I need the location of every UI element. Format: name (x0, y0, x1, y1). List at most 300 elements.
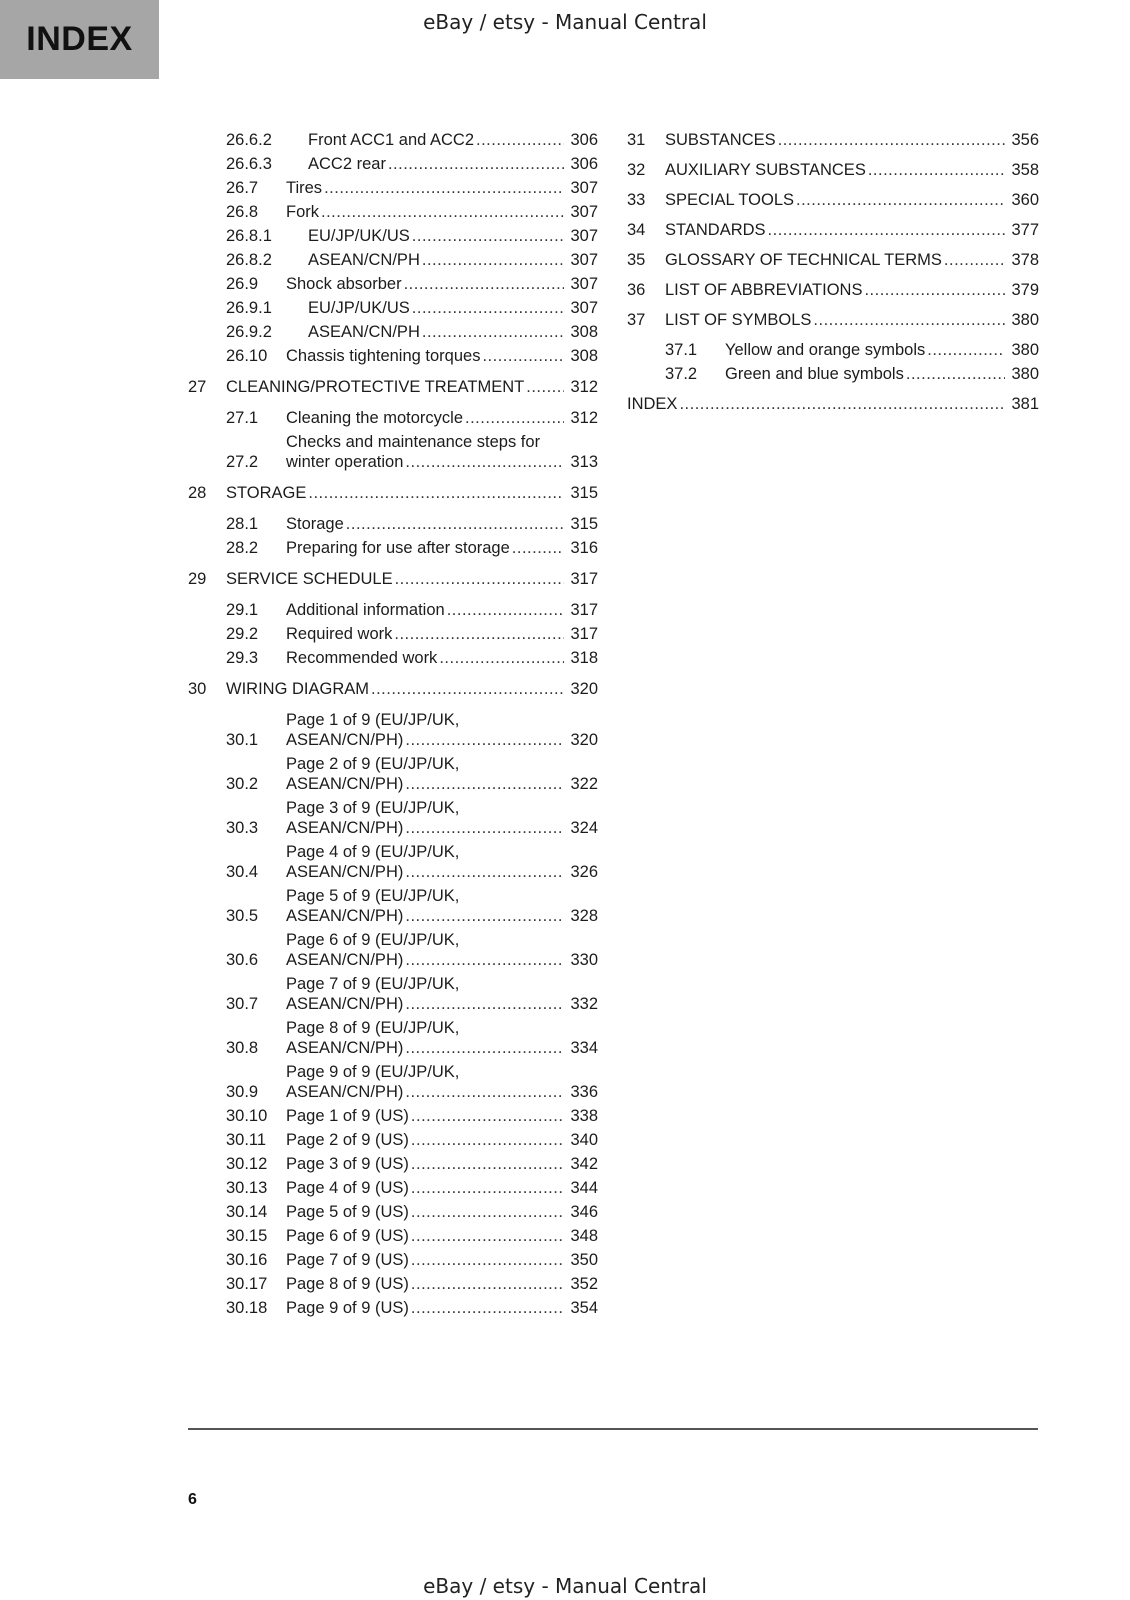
toc-entry-number: 30.12 (226, 1155, 268, 1173)
toc-entry-title (226, 377, 598, 397)
toc-entry[interactable] (627, 394, 1039, 414)
toc-entry-number: 26.6.3 (226, 155, 272, 173)
toc-entry-title (286, 1154, 598, 1174)
toc-entry-number: 29.3 (226, 649, 259, 667)
leader-dots (864, 280, 1005, 300)
toc-entry-number: 27.2 (226, 453, 259, 471)
toc-entry-title (286, 1250, 598, 1270)
toc-entry-title-lastline (286, 1038, 598, 1058)
toc-entry-title-text: Page 7 of 9 (US) (286, 1251, 409, 1269)
leader-dots (405, 818, 564, 838)
toc-entry-page: 378 (1011, 251, 1039, 269)
toc-entry-title (286, 178, 598, 198)
toc-entry-number: 27.1 (226, 409, 259, 427)
toc-entry[interactable] (188, 154, 598, 174)
toc-entry-number: 30.2 (226, 775, 259, 793)
toc-entry-number: 26.9.2 (226, 323, 272, 341)
toc-entry-title-text: ASEAN/CN/PH) (286, 775, 404, 793)
toc-entry-page: 356 (1011, 131, 1039, 149)
toc-entry-title (665, 310, 1039, 330)
toc-entry-title-text: Page 3 of 9 (US) (286, 1155, 409, 1173)
toc-entry[interactable] (627, 130, 1039, 150)
toc-entry-number: 26.8.2 (226, 251, 272, 269)
toc-entry-number: 30.4 (226, 863, 259, 881)
toc-entry-number: 34 (627, 221, 646, 239)
toc-entry-number: 26.8.1 (226, 227, 272, 245)
toc-entry-page: 316 (570, 539, 598, 557)
toc-entry-number: 30.13 (226, 1179, 268, 1197)
toc-entry-page: 338 (570, 1107, 598, 1125)
toc-entry-number: 26.8 (226, 203, 259, 221)
toc-right-column (627, 130, 1039, 418)
toc-entry-page: 326 (570, 863, 598, 881)
toc-entry-title (286, 624, 598, 644)
toc-entry-page: 377 (1011, 221, 1039, 239)
toc-entry-number: 37.2 (665, 365, 698, 383)
leader-dots (476, 130, 564, 150)
toc-entry-number: 30.15 (226, 1227, 268, 1245)
toc-entry-title-lastline (286, 1154, 598, 1174)
leader-dots (411, 1106, 564, 1126)
toc-entry-title (286, 1106, 598, 1126)
toc-entry-page: 313 (570, 453, 598, 471)
leader-dots (422, 322, 564, 342)
toc-entry-title-lastline (308, 226, 598, 246)
toc-entry-title-lastline (286, 1250, 598, 1270)
toc-entry[interactable] (188, 322, 598, 342)
index-tab[interactable]: INDEX (0, 0, 159, 79)
leader-dots (679, 394, 1005, 414)
toc-entry-title-text: ASEAN/CN/PH) (286, 731, 404, 749)
toc-entry-number: 26.7 (226, 179, 259, 197)
leader-dots (405, 1038, 564, 1058)
toc-entry-page: 320 (570, 680, 598, 698)
toc-entry-title-lastline (286, 274, 598, 294)
toc-entry[interactable] (627, 220, 1039, 240)
toc-entry[interactable] (188, 930, 598, 970)
toc-entry[interactable] (188, 842, 598, 882)
toc-entry-title-text: Fork (286, 203, 319, 221)
toc-entry[interactable] (188, 408, 598, 428)
toc-entry[interactable] (188, 1202, 598, 1222)
toc-entry-title-text: INDEX (627, 395, 678, 413)
toc-entry-page: 306 (570, 155, 598, 173)
toc-entry-title-text: LIST OF ABBREVIATIONS (665, 281, 863, 299)
leader-dots (308, 483, 564, 503)
toc-entry-title-lastline (665, 250, 1039, 270)
toc-entry-title-line: Page 7 of 9 (EU/JP/UK, (286, 975, 460, 993)
leader-dots (512, 538, 564, 558)
toc-entry[interactable] (188, 624, 598, 644)
toc-entry-title-lastline (627, 394, 1039, 414)
toc-entry-title (286, 886, 598, 926)
toc-entry-title-lastline (286, 1178, 598, 1198)
toc-entry-page: 324 (570, 819, 598, 837)
toc-entry-page: 315 (570, 515, 598, 533)
leader-dots (405, 1082, 564, 1102)
leader-dots (796, 190, 1005, 210)
toc-entry-title (286, 1274, 598, 1294)
toc-entry[interactable] (627, 250, 1039, 270)
footer-divider (188, 1428, 1038, 1430)
leader-dots (405, 994, 564, 1014)
toc-entry-title-lastline (286, 1130, 598, 1150)
toc-entry-title-lastline (286, 202, 598, 222)
toc-entry-title-text: ACC2 rear (308, 155, 386, 173)
footer-watermark: eBay / etsy - Manual Central (423, 1574, 707, 1598)
toc-entry-title (627, 394, 1039, 414)
toc-entry-page: 320 (570, 731, 598, 749)
toc-entry-title (665, 220, 1039, 240)
toc-entry[interactable] (188, 1106, 598, 1126)
toc-entry-title (308, 298, 598, 318)
toc-entry-title (286, 1062, 598, 1102)
leader-dots (411, 1202, 564, 1222)
toc-entry[interactable] (188, 1178, 598, 1198)
toc-entry-title (286, 538, 598, 558)
toc-entry-title-lastline (286, 862, 598, 882)
leader-dots (411, 1250, 564, 1270)
toc-left-column (188, 130, 598, 1322)
leader-dots (412, 226, 564, 246)
toc-entry[interactable] (188, 298, 598, 318)
toc-entry-page: 358 (1011, 161, 1039, 179)
toc-entry[interactable] (188, 886, 598, 926)
toc-entry-title-lastline (286, 774, 598, 794)
toc-entry[interactable] (188, 538, 598, 558)
toc-entry-title-lastline (286, 1106, 598, 1126)
leader-dots (395, 569, 564, 589)
toc-entry-title-lastline (725, 364, 1039, 384)
toc-entry-number: 31 (627, 131, 646, 149)
toc-entry-number: 30.8 (226, 1039, 259, 1057)
toc-entry-number: 30.1 (226, 731, 259, 749)
toc-entry-page: 306 (570, 131, 598, 149)
toc-entry-title-text: STORAGE (226, 484, 307, 502)
toc-entry[interactable] (188, 754, 598, 794)
toc-entry-title (665, 160, 1039, 180)
toc-entry-title (286, 648, 598, 668)
toc-entry-title-lastline (286, 1298, 598, 1318)
leader-dots (411, 1274, 564, 1294)
toc-entry-number: 30.17 (226, 1275, 268, 1293)
toc-entry-title-text: EU/JP/UK/US (308, 227, 410, 245)
toc-entry-number: 29 (188, 570, 207, 588)
toc-entry-title-lastline (286, 906, 598, 926)
toc-entry-title (665, 190, 1039, 210)
toc-entry[interactable] (188, 1250, 598, 1270)
toc-entry[interactable] (627, 364, 1039, 384)
toc-entry-page: 317 (570, 625, 598, 643)
toc-entry[interactable] (188, 1274, 598, 1294)
toc-entry-number: 32 (627, 161, 646, 179)
leader-dots (405, 906, 564, 926)
toc-entry-title-text: ASEAN/CN/PH) (286, 1083, 404, 1101)
toc-entry-number: 27 (188, 378, 207, 396)
toc-entry-page: 307 (570, 299, 598, 317)
toc-entry[interactable] (188, 202, 598, 222)
toc-entry[interactable] (188, 432, 598, 472)
toc-entry-title-text: ASEAN/CN/PH) (286, 863, 404, 881)
toc-entry-title-lastline (286, 538, 598, 558)
toc-entry[interactable] (188, 1226, 598, 1246)
toc-entry[interactable] (627, 160, 1039, 180)
toc-entry-title-text: ASEAN/CN/PH) (286, 819, 404, 837)
leader-dots (394, 624, 564, 644)
toc-entry-title-text: Front ACC1 and ACC2 (308, 131, 474, 149)
toc-entry-title-lastline (308, 322, 598, 342)
toc-entry-title-lastline (308, 154, 598, 174)
toc-entry-number: 37.1 (665, 341, 698, 359)
toc-entry-title (286, 1130, 598, 1150)
leader-dots (411, 1226, 564, 1246)
toc-entry-title-text: Page 9 of 9 (US) (286, 1299, 409, 1317)
header-watermark: eBay / etsy - Manual Central (423, 10, 707, 34)
toc-entry[interactable] (188, 1062, 598, 1102)
toc-entry-number: 26.10 (226, 347, 268, 365)
leader-dots (411, 1178, 564, 1198)
toc-entry-title (226, 569, 598, 589)
toc-entry-title-lastline (286, 452, 598, 472)
toc-entry-number: 30.14 (226, 1203, 268, 1221)
toc-entry-title-text: WIRING DIAGRAM (226, 680, 369, 698)
toc-entry-title-text: Page 4 of 9 (US) (286, 1179, 409, 1197)
toc-entry-number: 29.2 (226, 625, 259, 643)
toc-entry-number: 30.11 (226, 1131, 267, 1149)
toc-entry-title-line: Page 8 of 9 (EU/JP/UK, (286, 1019, 460, 1037)
toc-entry-title (286, 710, 598, 750)
toc-entry-number: 26.6.2 (226, 131, 272, 149)
toc-entry[interactable] (188, 250, 598, 270)
toc-entry-title-text: Yellow and orange symbols (725, 341, 926, 359)
toc-entry-number: 33 (627, 191, 646, 209)
toc-entry[interactable] (188, 679, 598, 699)
leader-dots (388, 154, 564, 174)
toc-entry-title-text: CLEANING/PROTECTIVE TREATMENT (226, 378, 525, 396)
toc-entry-title-line: Page 5 of 9 (EU/JP/UK, (286, 887, 460, 905)
toc-entry-title-text: ASEAN/CN/PH) (286, 951, 404, 969)
toc-entry-title (308, 130, 598, 150)
toc-entry-title (286, 202, 598, 222)
toc-entry-title-lastline (286, 994, 598, 1014)
toc-entry-page: 317 (570, 570, 598, 588)
toc-entry-title (286, 432, 598, 472)
toc-entry-title-text: Page 6 of 9 (US) (286, 1227, 409, 1245)
leader-dots (405, 452, 564, 472)
toc-entry-page: 330 (570, 951, 598, 969)
toc-entry-title-lastline (286, 648, 598, 668)
leader-dots (868, 160, 1005, 180)
toc-entry-title-line: Page 3 of 9 (EU/JP/UK, (286, 799, 460, 817)
toc-entry-title-lastline (665, 130, 1039, 150)
leader-dots (405, 862, 564, 882)
toc-entry-page: 381 (1011, 395, 1039, 413)
toc-entry[interactable] (627, 310, 1039, 330)
toc-entry-title-lastline (286, 1202, 598, 1222)
toc-entry-number: 28.2 (226, 539, 259, 557)
toc-entry[interactable] (188, 600, 598, 620)
toc-entry-title-text: Green and blue symbols (725, 365, 904, 383)
toc-entry-title-text: EU/JP/UK/US (308, 299, 410, 317)
toc-entry-title-line: Page 4 of 9 (EU/JP/UK, (286, 843, 460, 861)
toc-entry-title-lastline (286, 624, 598, 644)
toc-entry-title (665, 280, 1039, 300)
leader-dots (411, 1154, 564, 1174)
leader-dots (321, 202, 564, 222)
toc-entry-title (286, 1226, 598, 1246)
toc-entry-title (286, 842, 598, 882)
toc-entry-page: 380 (1011, 341, 1039, 359)
toc-entry[interactable] (627, 340, 1039, 360)
toc-entry-title (308, 322, 598, 342)
toc-entry-title (286, 798, 598, 838)
toc-entry-title-lastline (665, 280, 1039, 300)
toc-entry-title (286, 274, 598, 294)
toc-entry-title-lastline (286, 950, 598, 970)
toc-entry-title-text: Chassis tightening torques (286, 347, 481, 365)
toc-entry-title-lastline (308, 130, 598, 150)
toc-entry-page: 379 (1011, 281, 1039, 299)
toc-entry-title-text: Shock absorber (286, 275, 402, 293)
toc-entry-number: 30.18 (226, 1299, 268, 1317)
toc-entry-title-lastline (226, 679, 598, 699)
toc-entry-page: 328 (570, 907, 598, 925)
leader-dots (405, 730, 564, 750)
toc-entry[interactable] (188, 1154, 598, 1174)
leader-dots (482, 346, 564, 366)
toc-entry-title (286, 600, 598, 620)
leader-dots (465, 408, 564, 428)
toc-entry-title (226, 483, 598, 503)
leader-dots (405, 950, 564, 970)
toc-entry-title-text: winter operation (286, 453, 404, 471)
leader-dots (906, 364, 1005, 384)
toc-entry-title (286, 408, 598, 428)
toc-entry-title (665, 130, 1039, 150)
toc-entry-title-lastline (286, 1082, 598, 1102)
toc-entry-number: 30.9 (226, 1083, 259, 1101)
leader-dots (371, 679, 564, 699)
toc-entry[interactable] (188, 974, 598, 1014)
toc-entry-page: 307 (570, 179, 598, 197)
toc-entry-number: 37 (627, 311, 646, 329)
toc-entry-title-line: Checks and maintenance steps for (286, 433, 541, 451)
toc-entry[interactable] (627, 190, 1039, 210)
toc-entry-title-text: SUBSTANCES (665, 131, 776, 149)
toc-entry-page: 308 (570, 323, 598, 341)
toc-entry-title-text: Page 8 of 9 (US) (286, 1275, 409, 1293)
toc-entry[interactable] (188, 1130, 598, 1150)
toc-entry-page: 340 (570, 1131, 598, 1149)
toc-entry-title (308, 154, 598, 174)
toc-entry-title-text: Required work (286, 625, 393, 643)
toc-entry-title-lastline (665, 190, 1039, 210)
toc-entry-title-text: SERVICE SCHEDULE (226, 570, 393, 588)
toc-entry-title-lastline (286, 730, 598, 750)
toc-entry-title (286, 1298, 598, 1318)
toc-entry-number: 36 (627, 281, 646, 299)
toc-entry[interactable] (188, 710, 598, 750)
toc-entry-title-text: ASEAN/CN/PH (308, 251, 420, 269)
toc-entry-number: 30.16 (226, 1251, 268, 1269)
toc-entry-title (286, 1018, 598, 1058)
toc-entry-page: 354 (570, 1299, 598, 1317)
leader-dots (813, 310, 1005, 330)
toc-entry-page: 312 (570, 378, 598, 396)
toc-entry-title (286, 1178, 598, 1198)
toc-entry-page: 350 (570, 1251, 598, 1269)
leader-dots (944, 250, 1005, 270)
toc-entry-page: 312 (570, 409, 598, 427)
leader-dots (405, 774, 564, 794)
toc-entry-page: 352 (570, 1275, 598, 1293)
toc-entry-title-text: Tires (286, 179, 323, 197)
toc-entry[interactable] (188, 274, 598, 294)
toc-entry-title (286, 1202, 598, 1222)
toc-entry[interactable] (188, 648, 598, 668)
toc-entry-title-lastline (308, 250, 598, 270)
toc-entry-number: 29.1 (226, 601, 259, 619)
toc-entry-page: 346 (570, 1203, 598, 1221)
toc-entry-page: 315 (570, 484, 598, 502)
leader-dots (411, 1298, 564, 1318)
toc-entry-number: 30.7 (226, 995, 259, 1013)
toc-entry-page: 344 (570, 1179, 598, 1197)
toc-entry-title-text: Cleaning the motorcycle (286, 409, 464, 427)
page-number: 6 (188, 1491, 197, 1508)
toc-entry-number: 30.5 (226, 907, 259, 925)
toc-entry-title-lastline (286, 408, 598, 428)
toc-entry[interactable] (188, 377, 598, 397)
toc-entry-title-text: LIST OF SYMBOLS (665, 311, 812, 329)
toc-entry[interactable] (188, 1018, 598, 1058)
toc-entry-page: 307 (570, 203, 598, 221)
toc-entry-title-lastline (286, 1226, 598, 1246)
leader-dots (422, 250, 564, 270)
toc-entry-title-text: Page 1 of 9 (US) (286, 1107, 409, 1125)
toc-entry-title-lastline (286, 346, 598, 366)
toc-entry-page: 317 (570, 601, 598, 619)
leader-dots (447, 600, 564, 620)
toc-entry-page: 380 (1011, 311, 1039, 329)
leader-dots (411, 1130, 564, 1150)
toc-entry[interactable] (188, 346, 598, 366)
toc-entry[interactable] (188, 569, 598, 589)
toc-entry-title-text: Preparing for use after storage (286, 539, 510, 557)
toc-entry-title-text: Recommended work (286, 649, 438, 667)
leader-dots (346, 514, 564, 534)
toc-entry-title-text: Additional information (286, 601, 445, 619)
toc-entry[interactable] (188, 483, 598, 503)
toc-entry-title-lastline (286, 178, 598, 198)
toc-entry[interactable] (188, 798, 598, 838)
toc-entry-title (286, 930, 598, 970)
leader-dots (526, 377, 564, 397)
toc-entry-title-text: ASEAN/CN/PH) (286, 995, 404, 1013)
toc-entry-number: 30 (188, 680, 207, 698)
toc-entry-title-lastline (725, 340, 1039, 360)
toc-entry[interactable] (188, 1298, 598, 1318)
toc-entry-title-text: GLOSSARY OF TECHNICAL TERMS (665, 251, 942, 269)
toc-entry[interactable] (188, 514, 598, 534)
toc-entry-page: 308 (570, 347, 598, 365)
toc-entry-title (286, 346, 598, 366)
toc-entry[interactable] (188, 130, 598, 150)
toc-entry[interactable] (627, 280, 1039, 300)
toc-entry-number: 26.9 (226, 275, 259, 293)
toc-entry[interactable] (188, 178, 598, 198)
toc-entry[interactable] (188, 226, 598, 246)
